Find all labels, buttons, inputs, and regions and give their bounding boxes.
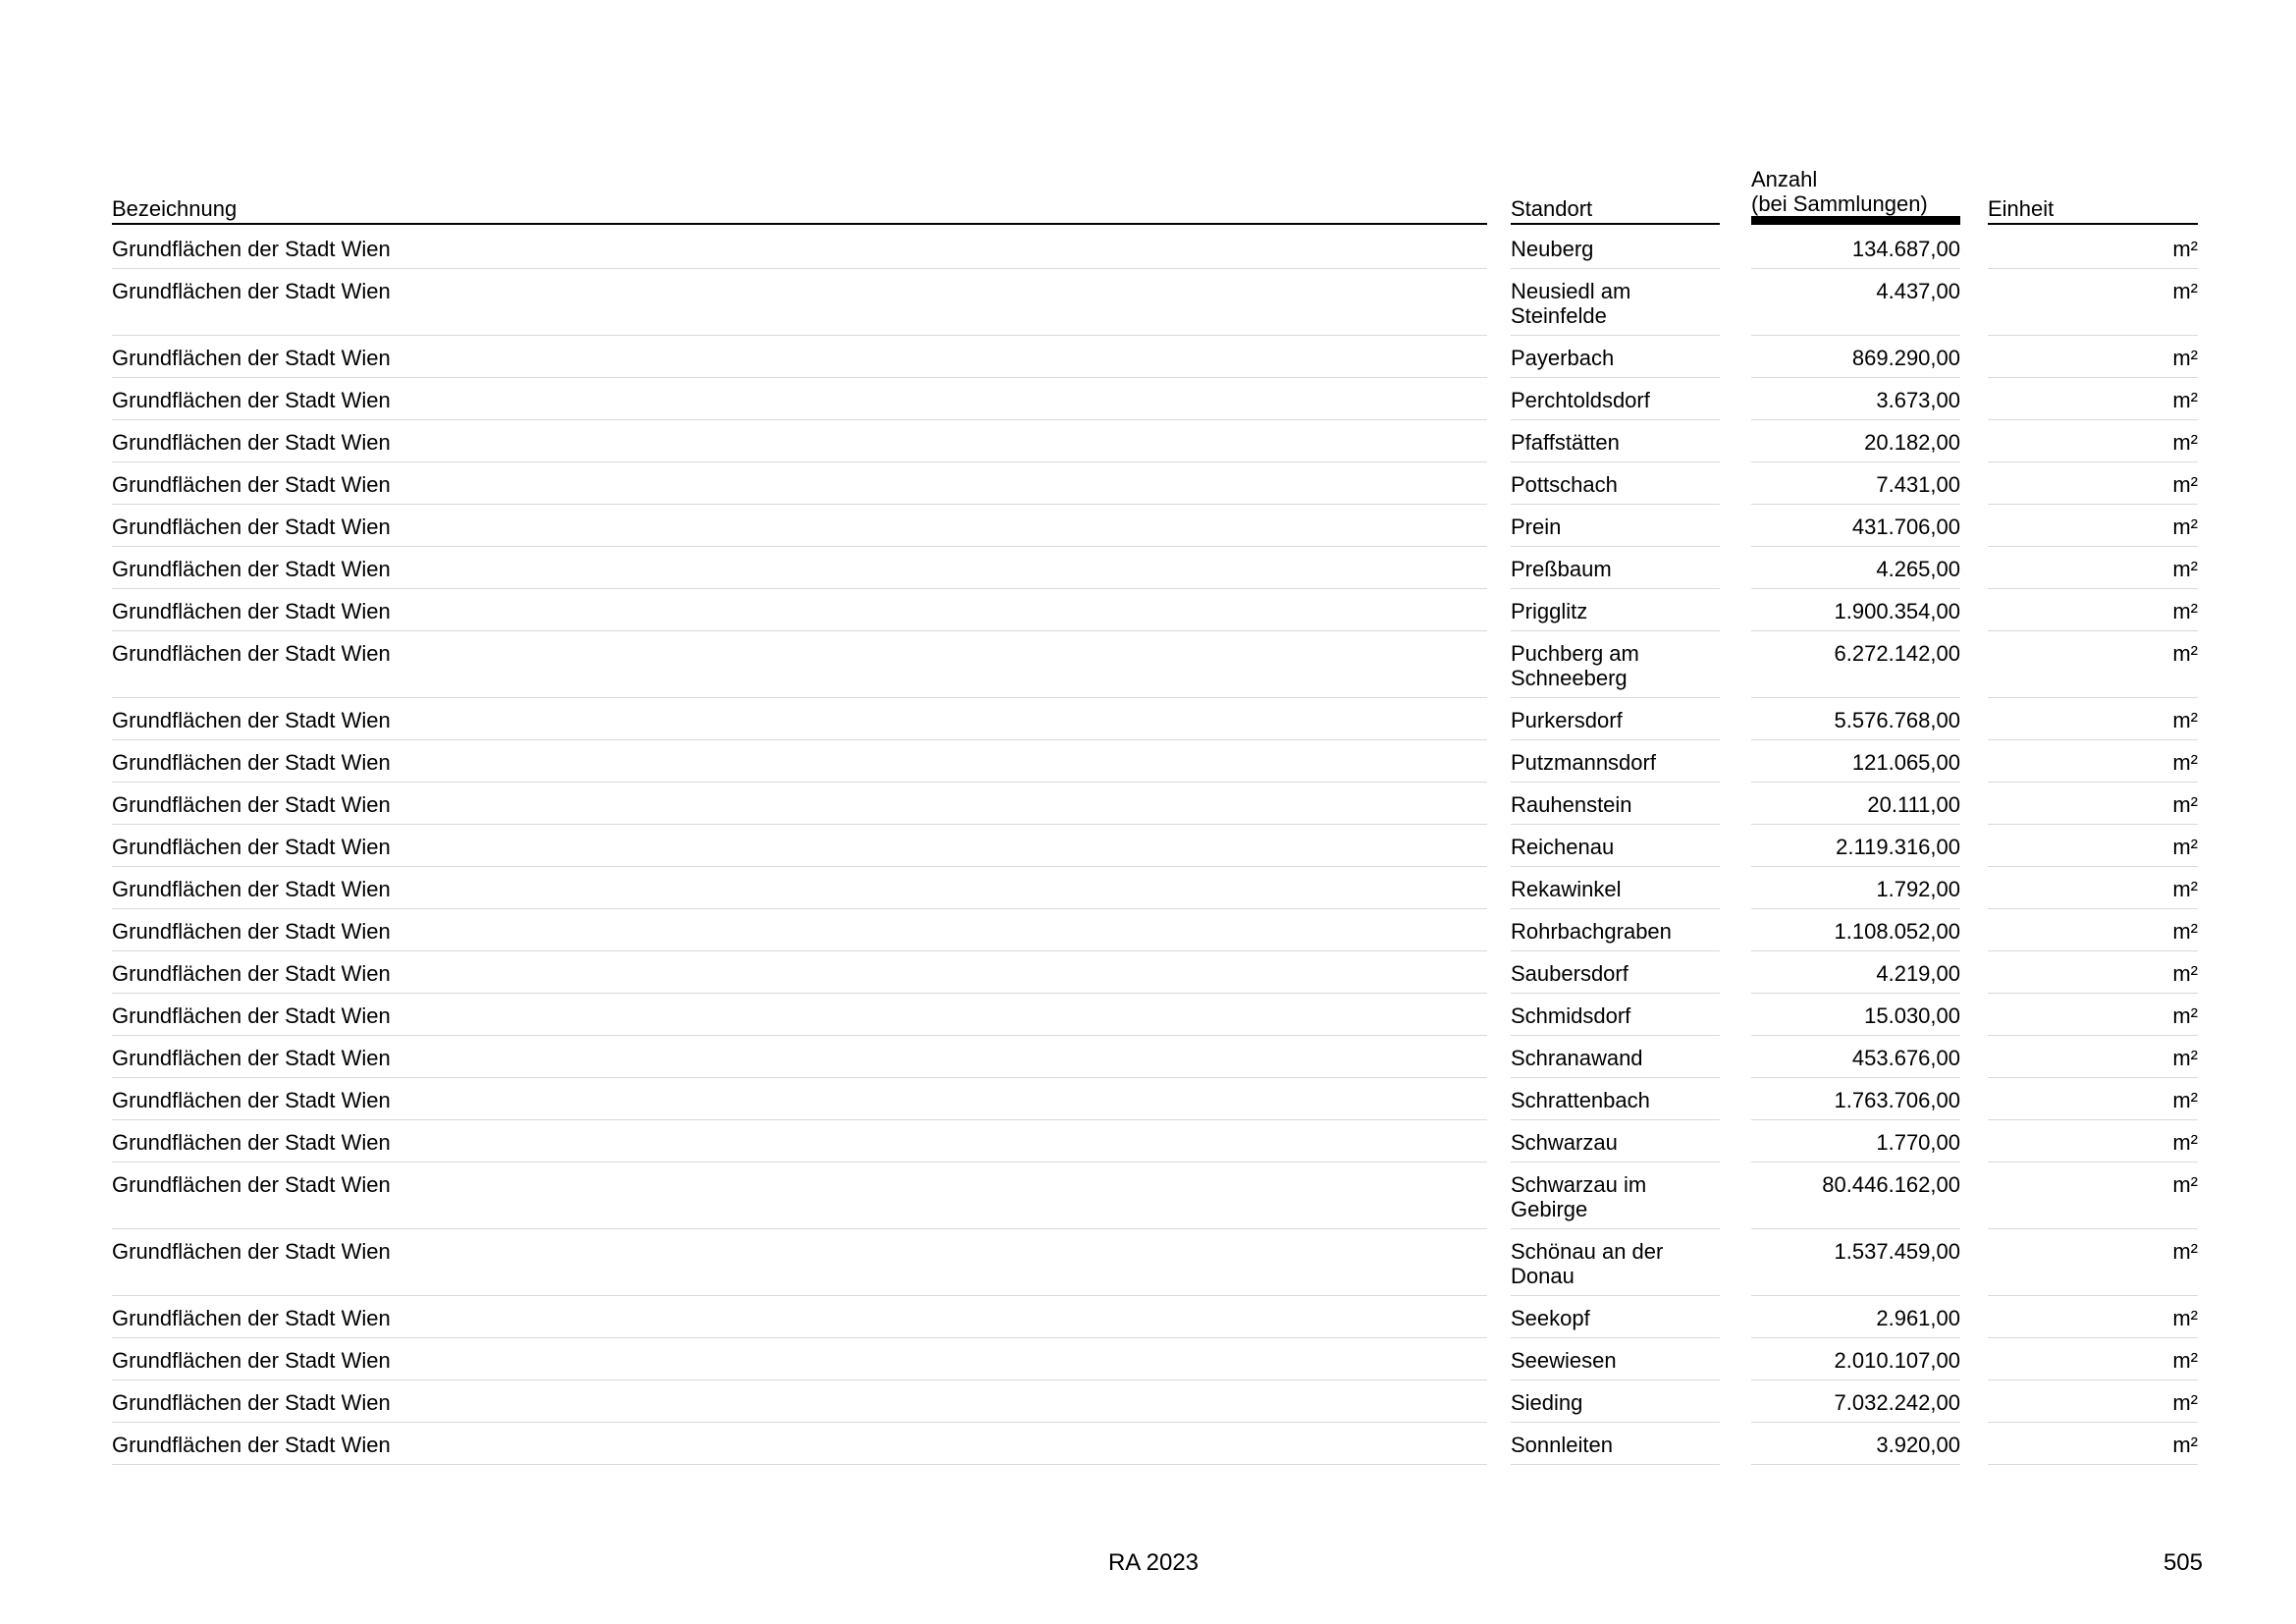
cell-einheit: m² bbox=[1988, 867, 2198, 909]
page-number: 505 bbox=[2163, 1549, 2203, 1576]
table-row bbox=[112, 547, 2198, 589]
cell-standort: Schmidsdorf bbox=[1511, 994, 1720, 1036]
cell-einheit: m² bbox=[1988, 1296, 2198, 1338]
cell-einheit: m² bbox=[1988, 698, 2198, 740]
table-row bbox=[112, 462, 2198, 505]
cell-bezeichnung: Grundflächen der Stadt Wien bbox=[112, 1120, 1487, 1163]
cell-bezeichnung: Grundflächen der Stadt Wien bbox=[112, 1338, 1487, 1380]
cell-standort: Preßbaum bbox=[1511, 547, 1720, 589]
cell-bezeichnung: Grundflächen der Stadt Wien bbox=[112, 269, 1487, 336]
header-anzahl-line2: (bei Sammlungen) bbox=[1751, 191, 1928, 216]
table-row bbox=[112, 867, 2198, 909]
cell-anzahl: 80.446.162,00 bbox=[1751, 1163, 1960, 1229]
table-row bbox=[112, 225, 2198, 269]
cell-bezeichnung: Grundflächen der Stadt Wien bbox=[112, 909, 1487, 951]
cell-bezeichnung: Grundflächen der Stadt Wien bbox=[112, 1229, 1487, 1296]
cell-anzahl: 2.010.107,00 bbox=[1751, 1338, 1960, 1380]
cell-anzahl: 4.437,00 bbox=[1751, 269, 1960, 336]
cell-anzahl: 134.687,00 bbox=[1751, 225, 1960, 269]
table-row bbox=[112, 994, 2198, 1036]
cell-anzahl: 3.920,00 bbox=[1751, 1423, 1960, 1465]
cell-einheit: m² bbox=[1988, 420, 2198, 462]
table-row bbox=[112, 1229, 2198, 1296]
cell-einheit: m² bbox=[1988, 547, 2198, 589]
table-row bbox=[112, 1423, 2198, 1465]
cell-bezeichnung: Grundflächen der Stadt Wien bbox=[112, 336, 1487, 378]
cell-einheit: m² bbox=[1988, 951, 2198, 994]
cell-anzahl: 6.272.142,00 bbox=[1751, 631, 1960, 698]
header-anzahl bbox=[1751, 165, 1960, 225]
cell-standort: Schranawand bbox=[1511, 1036, 1720, 1078]
cell-bezeichnung: Grundflächen der Stadt Wien bbox=[112, 505, 1487, 547]
cell-standort: Reichenau bbox=[1511, 825, 1720, 867]
cell-einheit: m² bbox=[1988, 909, 2198, 951]
cell-standort: Neusiedl am Steinfelde bbox=[1511, 269, 1720, 336]
header-einheit: Einheit bbox=[1988, 165, 2198, 225]
cell-standort: Purkersdorf bbox=[1511, 698, 1720, 740]
cell-anzahl: 431.706,00 bbox=[1751, 505, 1960, 547]
cell-anzahl: 2.961,00 bbox=[1751, 1296, 1960, 1338]
table-row bbox=[112, 825, 2198, 867]
cell-bezeichnung: Grundflächen der Stadt Wien bbox=[112, 1036, 1487, 1078]
cell-einheit: m² bbox=[1988, 1338, 2198, 1380]
cell-anzahl: 1.900.354,00 bbox=[1751, 589, 1960, 631]
cell-bezeichnung: Grundflächen der Stadt Wien bbox=[112, 1423, 1487, 1465]
cell-einheit: m² bbox=[1988, 1120, 2198, 1163]
cell-einheit: m² bbox=[1988, 336, 2198, 378]
table-row bbox=[112, 1296, 2198, 1338]
cell-anzahl: 4.265,00 bbox=[1751, 547, 1960, 589]
cell-standort: Prigglitz bbox=[1511, 589, 1720, 631]
table-row bbox=[112, 1078, 2198, 1120]
cell-anzahl: 1.763.706,00 bbox=[1751, 1078, 1960, 1120]
cell-anzahl: 1.108.052,00 bbox=[1751, 909, 1960, 951]
cell-einheit: m² bbox=[1988, 505, 2198, 547]
table-row bbox=[112, 336, 2198, 378]
cell-standort: Sieding bbox=[1511, 1380, 1720, 1423]
cell-standort: Rekawinkel bbox=[1511, 867, 1720, 909]
cell-einheit: m² bbox=[1988, 1036, 2198, 1078]
cell-anzahl: 3.673,00 bbox=[1751, 378, 1960, 420]
cell-standort: Neuberg bbox=[1511, 225, 1720, 269]
table-row bbox=[112, 505, 2198, 547]
table-row bbox=[112, 909, 2198, 951]
cell-einheit: m² bbox=[1988, 462, 2198, 505]
cell-anzahl: 2.119.316,00 bbox=[1751, 825, 1960, 867]
cell-standort: Saubersdorf bbox=[1511, 951, 1720, 994]
cell-bezeichnung: Grundflächen der Stadt Wien bbox=[112, 420, 1487, 462]
cell-einheit: m² bbox=[1988, 225, 2198, 269]
cell-bezeichnung: Grundflächen der Stadt Wien bbox=[112, 994, 1487, 1036]
cell-bezeichnung: Grundflächen der Stadt Wien bbox=[112, 225, 1487, 269]
cell-anzahl: 20.182,00 bbox=[1751, 420, 1960, 462]
table-row bbox=[112, 783, 2198, 825]
cell-bezeichnung: Grundflächen der Stadt Wien bbox=[112, 698, 1487, 740]
cell-einheit: m² bbox=[1988, 740, 2198, 783]
table-row bbox=[112, 269, 2198, 336]
cell-standort: Payerbach bbox=[1511, 336, 1720, 378]
cell-anzahl: 869.290,00 bbox=[1751, 336, 1960, 378]
cell-standort: Rauhenstein bbox=[1511, 783, 1720, 825]
footer-report-label: RA 2023 bbox=[1107, 1549, 1200, 1576]
cell-anzahl: 20.111,00 bbox=[1751, 783, 1960, 825]
cell-einheit: m² bbox=[1988, 1380, 2198, 1423]
cell-bezeichnung: Grundflächen der Stadt Wien bbox=[112, 378, 1487, 420]
cell-einheit: m² bbox=[1988, 589, 2198, 631]
cell-bezeichnung: Grundflächen der Stadt Wien bbox=[112, 462, 1487, 505]
cell-standort: Schrattenbach bbox=[1511, 1078, 1720, 1120]
cell-einheit: m² bbox=[1988, 1229, 2198, 1296]
cell-einheit: m² bbox=[1988, 1163, 2198, 1229]
table-row bbox=[112, 1338, 2198, 1380]
cell-bezeichnung: Grundflächen der Stadt Wien bbox=[112, 631, 1487, 698]
table-row bbox=[112, 1120, 2198, 1163]
cell-standort: Pfaffstätten bbox=[1511, 420, 1720, 462]
cell-anzahl: 1.537.459,00 bbox=[1751, 1229, 1960, 1296]
cell-einheit: m² bbox=[1988, 631, 2198, 698]
cell-anzahl: 1.792,00 bbox=[1751, 867, 1960, 909]
cell-anzahl: 1.770,00 bbox=[1751, 1120, 1960, 1163]
cell-anzahl: 5.576.768,00 bbox=[1751, 698, 1960, 740]
table-row bbox=[112, 1036, 2198, 1078]
cell-anzahl: 15.030,00 bbox=[1751, 994, 1960, 1036]
cell-bezeichnung: Grundflächen der Stadt Wien bbox=[112, 1380, 1487, 1423]
table-row bbox=[112, 1380, 2198, 1423]
cell-einheit: m² bbox=[1988, 825, 2198, 867]
cell-standort: Putzmannsdorf bbox=[1511, 740, 1720, 783]
table-row bbox=[112, 589, 2198, 631]
cell-standort: Perchtoldsdorf bbox=[1511, 378, 1720, 420]
cell-standort: Schönau an der Donau bbox=[1511, 1229, 1720, 1296]
table-row bbox=[112, 631, 2198, 698]
cell-standort: Puchberg am Schneeberg bbox=[1511, 631, 1720, 698]
cell-bezeichnung: Grundflächen der Stadt Wien bbox=[112, 951, 1487, 994]
cell-standort: Schwarzau bbox=[1511, 1120, 1720, 1163]
cell-standort: Sonnleiten bbox=[1511, 1423, 1720, 1465]
cell-einheit: m² bbox=[1988, 378, 2198, 420]
cell-einheit: m² bbox=[1988, 783, 2198, 825]
asset-table bbox=[112, 165, 2198, 1465]
table-row bbox=[112, 1163, 2198, 1229]
cell-standort: Seewiesen bbox=[1511, 1338, 1720, 1380]
cell-bezeichnung: Grundflächen der Stadt Wien bbox=[112, 1296, 1487, 1338]
cell-bezeichnung: Grundflächen der Stadt Wien bbox=[112, 589, 1487, 631]
cell-bezeichnung: Grundflächen der Stadt Wien bbox=[112, 783, 1487, 825]
table-body bbox=[112, 225, 2198, 1465]
cell-bezeichnung: Grundflächen der Stadt Wien bbox=[112, 1163, 1487, 1229]
cell-standort: Rohrbachgraben bbox=[1511, 909, 1720, 951]
cell-bezeichnung: Grundflächen der Stadt Wien bbox=[112, 1078, 1487, 1120]
cell-anzahl: 7.431,00 bbox=[1751, 462, 1960, 505]
cell-bezeichnung: Grundflächen der Stadt Wien bbox=[112, 547, 1487, 589]
cell-bezeichnung: Grundflächen der Stadt Wien bbox=[112, 740, 1487, 783]
cell-anzahl: 4.219,00 bbox=[1751, 951, 1960, 994]
cell-bezeichnung: Grundflächen der Stadt Wien bbox=[112, 867, 1487, 909]
cell-standort: Seekopf bbox=[1511, 1296, 1720, 1338]
header-anzahl-line1: Anzahl bbox=[1751, 167, 1818, 191]
cell-standort: Schwarzau im Gebirge bbox=[1511, 1163, 1720, 1229]
header-standort: Standort bbox=[1511, 165, 1720, 225]
cell-anzahl: 7.032.242,00 bbox=[1751, 1380, 1960, 1423]
cell-standort: Pottschach bbox=[1511, 462, 1720, 505]
table-row bbox=[112, 740, 2198, 783]
table-row bbox=[112, 420, 2198, 462]
cell-einheit: m² bbox=[1988, 269, 2198, 336]
table-row bbox=[112, 698, 2198, 740]
table-row bbox=[112, 378, 2198, 420]
cell-anzahl: 453.676,00 bbox=[1751, 1036, 1960, 1078]
cell-standort: Prein bbox=[1511, 505, 1720, 547]
cell-einheit: m² bbox=[1988, 1078, 2198, 1120]
table-row bbox=[112, 951, 2198, 994]
header-bezeichnung: Bezeichnung bbox=[112, 165, 1487, 225]
cell-einheit: m² bbox=[1988, 1423, 2198, 1465]
table-header-row bbox=[112, 165, 2198, 225]
cell-anzahl: 121.065,00 bbox=[1751, 740, 1960, 783]
cell-einheit: m² bbox=[1988, 994, 2198, 1036]
cell-bezeichnung: Grundflächen der Stadt Wien bbox=[112, 825, 1487, 867]
